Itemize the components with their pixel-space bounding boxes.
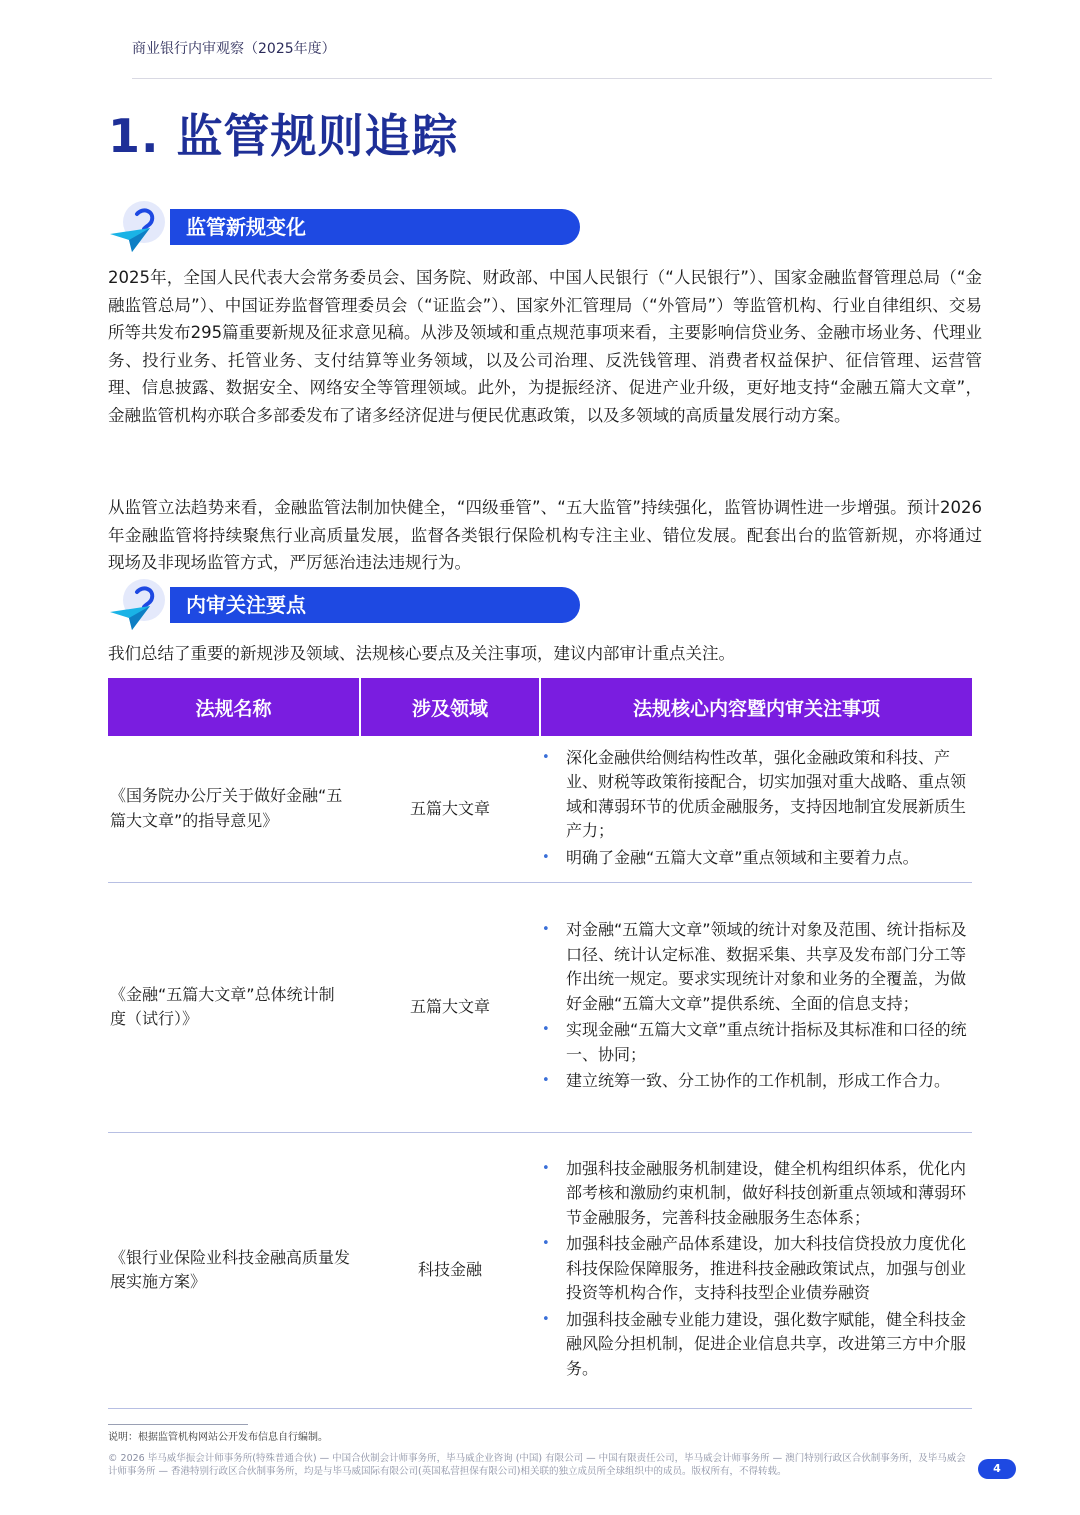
- section-intro: 我们总结了重要的新规涉及领域、法规核心要点及关注事项，建议内部审计重点关注。: [108, 644, 735, 663]
- list-item: • 对金融“五篇大文章”领域的统计对象及范围、统计指标及口径、统计认定标准、数据采集、共享及发布部门分工等作出统一规定。要求实现统计对象和业务的全覆盖，为做好金融“五篇大文章”提供系统、全面的信息支持；: [542, 920, 967, 1013]
- bullet-icon: •: [542, 922, 550, 938]
- paper-plane-icon: [108, 198, 170, 260]
- regulation-name: 《国务院办公厅关于做好金融“五篇大文章”的指导意见》: [108, 736, 360, 882]
- regulation-table: [108, 678, 972, 1409]
- footnote: 说明：根据监管机构网站公开发布信息自行编制。: [108, 1432, 328, 1443]
- table-row: [108, 882, 972, 1132]
- regulation-points: [540, 736, 972, 882]
- regulation-area: 科技金融: [360, 1132, 540, 1408]
- section-heading-new-regulations: [108, 198, 588, 260]
- section-label-pill: [170, 587, 580, 623]
- regulation-points: [540, 882, 972, 1132]
- list-item: • 建立统筹一致、分工协作的工作机制，形成工作合力。: [566, 1069, 972, 1094]
- column-header-area: 涉及领域: [360, 678, 540, 736]
- table-row: [108, 1132, 972, 1408]
- list-item: • 实现金融“五篇大文章”重点统计指标及其标准和口径的统一、协同；: [542, 1020, 967, 1064]
- paragraph-legislation-trend: 从监管立法趋势来看，金融监管法制加快健全，“四级垂管”、“五大监管”持续强化，监管协调性进一步增强。预计2026年金融监管将持续聚焦行业高质量发展，监督各类银行保险机构专注主业、错位发展。配套出台的监管新规，亦将通过现场及非现场监管方式，严厉惩治违法违规行为。: [108, 498, 982, 573]
- list-item: • 加强科技金融服务机制建设，健全机构组织体系，优化内部考核和激励约束机制，做好科技创新重点领域和薄弱环节金融服务，完善科技金融服务生态体系；: [542, 1158, 967, 1227]
- footnote-divider: [108, 1424, 248, 1425]
- copyright-notice: © 2026 毕马威华振会计师事务所(特殊普通合伙) — 中国合伙制会计师事务所，毕马威企业咨询 (中国) 有限公司 — 中国有限责任公司，毕马威会计师事务所 — 澳门特别行政区合伙制事务所，及毕马威会计师事务所 — 香港特别行政区合伙制事务所，均是与毕马威国际有限公司(英国私营担保有限公司)相关联的独立成员所全球组织中的成员。版权所有，不得转载。: [108, 1453, 966, 1477]
- section-label: 内审关注要点: [186, 593, 306, 617]
- section-label-pill: [170, 209, 580, 245]
- paragraph-regulation-overview: 2025年，全国人民代表大会常务委员会、国务院、财政部、中国人民银行（“人民银行”）、国家金融监督管理总局（“金融监管总局”）、中国证券监督管理委员会（“证监会”）、国家外汇管理局（“外管局”）等监管机构、行业自律组织、交易所等共发布295篇重要新规及征求意见稿。从涉及领域和重点规范事项来看，主要影响信贷业务、金融市场业务、代理业务、投行业务、托管业务、支付结算等业务领域，以及公司治理、反洗钱管理、消费者权益保护、征信管理、运营管理、信息披露、数据安全、网络安全等管理领域。此外，为提振经济、促进产业升级，更好地支持“金融五篇大文章”，金融监管机构亦联合多部委发布了诸多经济促进与便民优惠政策，以及多领域的高质量发展行动方案。: [108, 268, 982, 425]
- page-number-badge: 4: [978, 1459, 1016, 1479]
- section-heading-audit-focus: [108, 576, 588, 638]
- bullet-icon: •: [542, 1073, 550, 1089]
- bullet-icon: •: [542, 1022, 550, 1038]
- list-item: • 加强科技金融产品体系建设，加大科技信贷投放力度优化科技保险保障服务，推进科技金融政策试点，加强与创业投资等机构合作，支持科技型企业债券融资: [542, 1234, 967, 1303]
- column-header-key-points: 法规核心内容暨内审关注事项: [540, 678, 972, 736]
- table-header-row: [108, 678, 972, 736]
- regulation-name: 《金融“五篇大文章”总体统计制度（试行）》: [108, 882, 360, 1132]
- section-label: 监管新规变化: [186, 215, 306, 239]
- bullet-icon: •: [542, 1311, 550, 1327]
- bullet-icon: •: [542, 849, 550, 865]
- column-header-regulation-name: 法规名称: [108, 678, 360, 736]
- paper-plane-icon: [108, 576, 170, 638]
- list-item: • 加强科技金融专业能力建设，强化数字赋能，健全科技金融风险分担机制，促进企业信息共享，改进第三方中介服务。: [542, 1309, 967, 1378]
- bullet-icon: •: [542, 749, 550, 765]
- regulation-area: 五篇大文章: [360, 736, 540, 882]
- list-item: • 明确了金融“五篇大文章”重点领域和主要着力点。: [566, 846, 972, 871]
- regulation-name: 《银行业保险业科技金融高质量发展实施方案》: [108, 1132, 360, 1408]
- bullet-icon: •: [542, 1160, 550, 1176]
- regulation-area: 五篇大文章: [360, 882, 540, 1132]
- regulation-points: [540, 1132, 972, 1408]
- header-divider: [132, 78, 992, 79]
- page-title: 1. 监管规则追踪: [108, 109, 459, 163]
- report-header-title: 商业银行内审观察（2025年度）: [132, 41, 336, 57]
- bullet-icon: •: [542, 1236, 550, 1252]
- table-row: [108, 736, 972, 882]
- list-item: • 深化金融供给侧结构性改革，强化金融政策和科技、产业、财税等政策衔接配合，切实加强对重大战略、重点领域和薄弱环节的优质金融服务，支持因地制宜发展新质生产力；: [542, 747, 967, 840]
